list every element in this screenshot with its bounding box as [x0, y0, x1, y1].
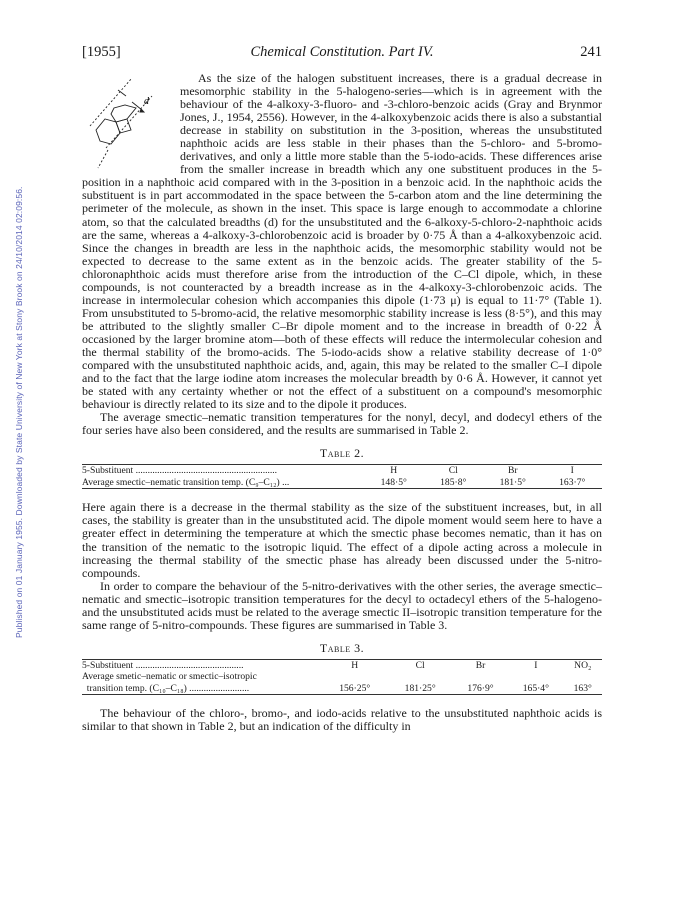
table-3-header-br: Br	[475, 659, 486, 671]
paragraph-3: Here again there is a decrease in the thermal stability as the size of the substituent increases, but, in all cases, the stability is greater than in the unsubstituted acid. The dipole moment would seem here to have a greater effect in determining the temperature at which the smectic phase becomes nematic, than it has on the transition of the nematic to the isotropic liquid. The effect of a dipole acting across a molecule in increasing the thermal stability of the smectic phase has already been discussed under the 5-nitro-compounds.	[82, 500, 602, 580]
running-header	[82, 44, 602, 62]
table-3-value-no2: 163°	[573, 682, 592, 694]
table-2-header-cl: Cl	[448, 465, 458, 477]
header-year: [1955]	[82, 44, 121, 60]
table-3-header-cl: Cl	[415, 659, 425, 671]
paragraph-5: The behaviour of the chloro-, bromo-, and iodo-acids relative to the unsubstituted naphthoic acids is similar to that shown in Table 2, but an indication of the difficulty in	[82, 706, 602, 734]
article-body	[82, 72, 602, 733]
inset-label-d: d	[144, 96, 149, 107]
table-2-value-label: Average smectic–nematic transition temp. (C₉–C₁₂) ...	[82, 476, 290, 488]
table-3-title: Table 3.	[319, 640, 365, 655]
paragraph-4: In order to compare the behaviour of the 5-nitro-derivatives with the other series, the average smectic–nematic and smectic–isotropic transition temperatures for the decyl to octadecyl ethers of the 5-halogeno- and the unsubstituted acids must be related to the average smectic II–isotropic transition temperature for the same range of 5-nitro-compounds. These figures are summarised in Table 3.	[82, 578, 602, 632]
table-3-header-h: H	[351, 659, 359, 671]
table-2	[82, 464, 602, 489]
table-2-header-br: Br	[507, 465, 518, 477]
table-3-value-label-b: transition temp. (C₁₀–C₁₈) .........................	[86, 682, 250, 694]
paragraph-1-text: As the size of the halogen substituent increases, there is a gradual decrease in mesomorphic stability in the 5-halogeno-series—which is in agreement with the behaviour of the 4-alkoxy-3-fluoro- and -3-chloro-benzoic acids (Gray and Brynmor Jones, J., 1954, 2556). However, in the 4-alkoxybenzoic acids there is also a substantial decrease in stability on substitution in the 3-position, whereas the unsubstituted naphthoic acids are less stable in their phases than the 5-chloro- and 5-bromo-derivatives, and only a little more stable than the 5-iodo-acids. These differences arise from the smaller increase in breadth which any one substituent produces in the 5-position in a naphthoic acid compared with in the 3-position in a benzoic acid. In the naphthoic acids the substituent is in part accommodated in the space between the 5-carbon atom and the line determining the perimeter of the molecule, as shown in the inset. This space is large enough to accommodate a chlorine atom, so that the calculated breadths (d) for the unsubstituted and the 6-alkoxy-5-chloro-2-naphthoic acids are the same, whereas a 4-alkoxy-3-chlorobenzoic acid is broader by 0·75 Å than a 4-alkoxybenzoic acid. Since the changes in breadth are less in the naphthoic acids, the mesomorphic stability would not be expected to decrease to the same extent as in the benzoic acids. The greater stability of the 5-chloronaphthoic acids must therefore arise from the introduction of the C–Cl dipole, which, in these compounds, is not counteracted by a breadth increase as in the 4-alkoxy-3-chlorobenzoic acids. The increase in intermolecular cohesion which accompanies this dipole (1·73 μ) is equal to 11·7° (Table 1). From unsubstituted to 5-bromo-acid, the relative mesomorphic stability increase is less (8·5°), and this may be attributed to the slightly smaller C–Br dipole moment and to the increase in breadth of 0·22 Å occasioned by the larger bromine atom—both of these effects will reduce the intermolecular cohesion and the thermal stability of the bromo-acids. The 5-iodo-acids show a relative stability decrease of 1·0° compared with the unsubstituted naphthoic acids, and, again, this may be related to the smaller C–I dipole and to the fact that the large iodine atom increases the molecular breadth by 0·6 Å. However, it cannot yet be stated with any certainty whether or not the effect of a substituent on a compound's mesomorphic behaviour is directly related to its size and to the dipole it produces.	[82, 71, 602, 412]
table-3-value-br: 176·9°	[467, 682, 494, 694]
paragraph-1	[82, 72, 602, 411]
table-3-value-h: 156·25°	[339, 682, 371, 694]
table-2-value-h: 148·5°	[380, 476, 407, 488]
table-3-row-label: 5-Substituent .............................................	[82, 659, 244, 671]
page-number: 241	[580, 44, 602, 60]
table-2-value-i: 163·7°	[559, 476, 586, 488]
download-watermark	[2, 38, 24, 638]
table-2-row-label: 5-Substituent ...........................................................	[82, 465, 278, 477]
table-3-header-i: I	[534, 659, 538, 671]
paragraph-2: The average smectic–nematic transition temperatures for the nonyl, decyl, and dodecyl ethers of the four series have also been considered, and the results are summarised in Table 2.	[82, 410, 602, 438]
table-2-header-i: I	[570, 465, 574, 477]
table-2-value-cl: 185·8°	[440, 476, 467, 488]
table-3-value-cl: 181·25°	[404, 682, 436, 694]
table-3-header-no2: NO₂	[574, 659, 592, 671]
table-2-title: Table 2.	[319, 446, 365, 461]
naphthalene-breadth-diagram-icon	[82, 74, 174, 172]
header-title: Chemical Constitution. Part IV.	[250, 44, 434, 60]
table-2-value-br: 181·5°	[499, 476, 526, 488]
table-3	[82, 659, 602, 696]
table-3-value-label-a: Average smetic–nematic or smectic–isotropic	[82, 671, 257, 683]
table-2-header-h: H	[390, 465, 398, 477]
download-watermark-text: Published on 01 January 1955. Downloaded by State University of New York at Stony Brook on 24/10/2014 02:09:56.	[14, 186, 24, 638]
table-3-value-i: 165·4°	[522, 682, 549, 694]
